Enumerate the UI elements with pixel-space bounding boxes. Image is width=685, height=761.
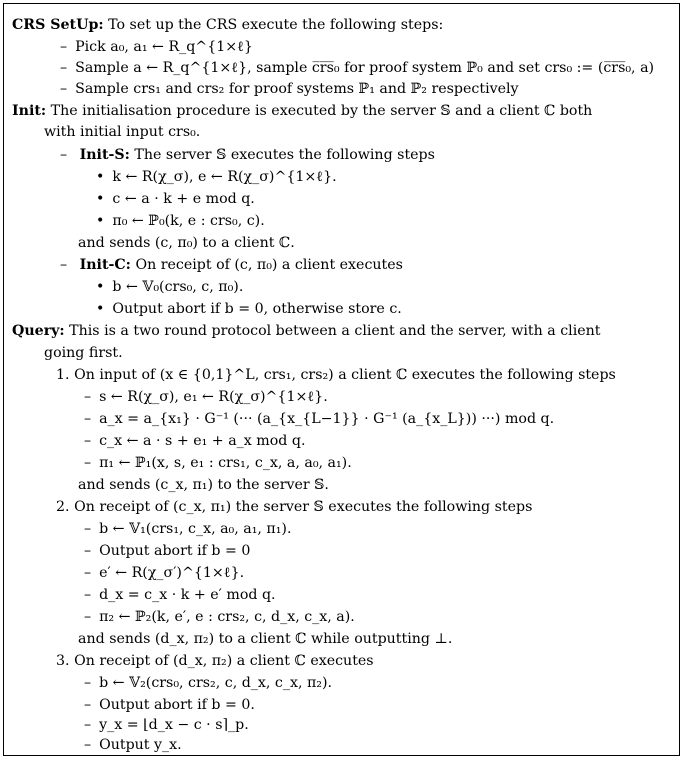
round-1-step-3: – c_x ← a · s + e₁ + a_x mod q. — [84, 432, 305, 450]
round-2-step-4: – d_x = c_x · k + e′ mod q. — [84, 586, 276, 604]
init-s-heading: Init-S: — [79, 147, 130, 163]
round-1-step-4: – π₁ ← ℙ₁(x, s, e₁ : crs₁, c_x, a, a₀, a₁). — [84, 454, 352, 472]
round-1-number: 1. — [56, 367, 70, 383]
crs-step-1: – Pick a₀, a₁ ← R_q^{1×ℓ} — [60, 38, 253, 56]
crs-setup-line — [12, 16, 443, 34]
round-1-step-2: – a_x = a_{x₁} · G⁻¹ (··· (a_{x_{L−1}} · G⁻¹ (a_{x_L})) ···) mod q. — [84, 410, 554, 428]
round-3-step-4: – Output y_x. — [84, 736, 182, 754]
query-intro-1: This is a two round protocol between a client and the server, with a client — [69, 323, 601, 339]
query-line — [12, 322, 600, 340]
init-c-heading: Init-C: — [79, 257, 131, 273]
round-3-step-3: – y_x = ⌊d_x − c · s⌉_p. — [84, 716, 249, 734]
init-s-intro: The server 𝕊 executes the following steps — [134, 147, 435, 163]
round-2-intro: On receipt of (c_x, π₁) the server 𝕊 executes the following steps — [74, 499, 533, 515]
init-s-line — [60, 146, 435, 164]
crs-step-3: – Sample crs₁ and crs₂ for proof systems ℙ₁ and ℙ₂ respectively — [60, 80, 519, 98]
init-s-step-1: • k ← R(χ_σ), e ← R(χ_σ)^{1×ℓ}. — [96, 168, 337, 186]
round-3-step-1: – b ← 𝕍₂(crs₀, crs₂, c, d_x, c_x, π₂). — [84, 674, 332, 692]
init-s-closing: and sends (c, π₀) to a client ℂ. — [78, 235, 295, 251]
round-1-intro: On input of (x ∈ {0,1}^L, crs₁, crs₂) a client ℂ executes the following steps — [74, 367, 616, 383]
round-3-line — [56, 652, 374, 670]
round-2-number: 2. — [56, 499, 70, 515]
round-3-step-2: – Output abort if b = 0. — [84, 696, 255, 714]
init-heading: Init: — [12, 103, 47, 119]
init-c-intro: On receipt of (c, π₀) a client executes — [135, 257, 403, 273]
round-2-step-1: – b ← 𝕍₁(crs₁, c_x, a₀, a₁, π₁). — [84, 520, 291, 538]
round-1-step-1: – s ← R(χ_σ), e₁ ← R(χ_σ)^{1×ℓ}. — [84, 388, 328, 406]
crs-setup-heading: CRS SetUp: — [12, 17, 104, 33]
query-intro-2: going first. — [44, 345, 123, 361]
round-2-closing: and sends (d_x, π₂) to a client ℂ while outputting ⊥. — [78, 631, 453, 647]
crs-setup-intro: To set up the CRS execute the following steps: — [108, 17, 444, 33]
init-c-step-1: • b ← 𝕍₀(crs₀, c, π₀). — [96, 278, 243, 296]
init-s-step-2: • c ← a · k + e mod q. — [96, 190, 255, 208]
round-2-line — [56, 498, 532, 516]
round-2-step-2: – Output abort if b = 0 — [84, 542, 250, 560]
round-3-number: 3. — [56, 653, 70, 669]
init-c-line — [60, 256, 403, 274]
round-2-step-3: – e′ ← R(χ_σ′)^{1×ℓ}. — [84, 564, 244, 582]
round-1-closing: and sends (c_x, π₁) to the server 𝕊. — [78, 477, 329, 493]
init-c-step-2: • Output abort if b = 0, otherwise store c. — [96, 300, 402, 318]
init-s-step-3: • π₀ ← ℙ₀(k, e : crs₀, c). — [96, 212, 265, 230]
crs-step-2: – Sample a ← R_q^{1×ℓ}, sample c̅r̅s̅₀ for proof system ℙ₀ and set crs₀ := (c̅r̅s̅₀, a) — [60, 59, 654, 77]
round-3-intro: On receipt of (d_x, π₂) a client ℂ executes — [74, 653, 374, 669]
round-1-line — [56, 366, 616, 384]
query-heading: Query: — [12, 323, 65, 339]
round-2-step-5: – π₂ ← ℙ₂(k, e′, e : crs₂, c, d_x, c_x, a). — [84, 608, 355, 626]
init-line — [12, 102, 592, 120]
init-intro-2: with initial input crs₀. — [44, 124, 201, 140]
init-intro-1: The initialisation procedure is executed by the server 𝕊 and a client ℂ both — [50, 103, 593, 119]
